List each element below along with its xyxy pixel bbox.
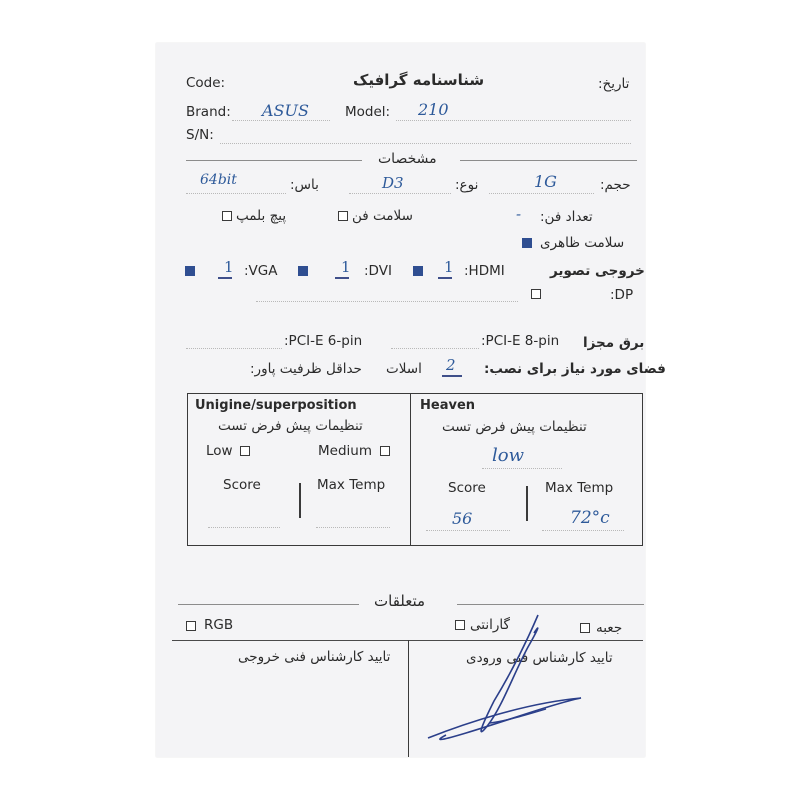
install-space-underline [442,375,462,377]
install-space-label: فضای مورد نیاز برای نصب: [484,361,666,377]
unigine-score-divider [299,483,301,518]
pcie6-line [186,348,282,349]
screw-label: پیچ بلمپ [236,208,287,224]
model-label: Model: [345,104,391,120]
fan-health-label: سلامت فن [352,208,413,224]
unigine-maxtemp-label: Max Temp [317,477,386,493]
date-label: تاریخ: [598,76,630,92]
unigine-score-line [208,527,280,528]
heaven-score-label: Score [448,480,486,496]
accessories-divider-left [178,604,359,605]
code-label: Code: [186,75,226,91]
heaven-score-line [426,530,510,531]
appearance-checkbox[interactable] [522,238,532,248]
heaven-preset-value: low [492,445,525,466]
power-label: برق مجزا [583,335,645,351]
box-label: جعبه [596,620,623,636]
fan-count-label: تعداد فن: [540,209,593,225]
vga-underline [218,277,232,279]
heaven-score-divider [526,486,528,521]
heaven-title: Heaven [420,398,476,413]
brand-label: Brand: [186,104,231,120]
specs-divider-left [186,160,362,161]
bus-label: باس: [290,177,319,193]
unigine-low-checkbox[interactable] [240,446,250,456]
signature [406,603,606,753]
unigine-score-label: Score [223,477,261,493]
unigine-medium-label: Medium [318,443,372,459]
vga-checkbox[interactable] [185,266,195,276]
bus-line [186,193,286,194]
outputs-label: خروجی تصویر [550,263,645,279]
outputs-line [256,301,518,302]
heaven-score-value: 56 [452,509,473,528]
graphics-card-form [156,43,666,757]
sn-label: S/N: [186,127,214,143]
heaven-maxtemp-label: Max Temp [545,480,614,496]
exit-approval-label: تایید کارشناس فنی خروجی [238,649,391,665]
volume-value: 1G [534,172,557,191]
vga-value: 1 [224,258,234,276]
entry-approval-label: تایید کارشناس فنی ورودی [466,650,613,666]
heaven-maxtemp-value: 72°c [570,508,610,528]
pcie8-line [391,348,479,349]
type-value: D3 [382,174,404,192]
heaven-preset-label: تنظیمات پیش فرض تست [442,419,587,435]
specs-divider-right [460,160,637,161]
bus-value: 64bit [200,172,237,188]
unigine-low-label: Low [206,443,233,459]
appearance-label: سلامت ظاهری [540,235,625,251]
model-line [396,120,631,121]
volume-label: حجم: [600,177,631,193]
dvi-value: 1 [341,258,351,276]
model-value: 210 [418,100,449,119]
rgb-checkbox[interactable] [186,621,196,631]
hdmi-value: 1 [444,258,454,276]
specs-title: مشخصات [378,151,437,167]
sn-line [220,143,631,144]
page-title: شناسنامه گرافیک [353,71,485,89]
heaven-maxtemp-line [542,530,624,531]
hdmi-label: :HDMI [464,263,505,279]
pcie6-label: :PCI-E 6-pin [284,333,363,349]
hdmi-underline [438,277,452,279]
unigine-title: Unigine/superposition [195,398,357,413]
dp-label: :DP [610,287,634,303]
unigine-preset-label: تنظیمات پیش فرض تست [218,418,363,434]
dvi-underline [335,277,349,279]
warranty-label: گارانتی [470,617,510,633]
pcie8-label: :PCI-E 8-pin [481,333,560,349]
vga-label: :VGA [244,263,278,279]
screw-checkbox[interactable] [222,211,232,221]
fan-count-value: - [516,205,522,223]
brand-value: ASUS [262,101,309,120]
unigine-maxtemp-line [316,527,390,528]
type-label: نوع: [455,177,479,193]
accessories-title: متعلقات [374,592,426,610]
fan-health-checkbox[interactable] [338,211,348,221]
heaven-preset-line [482,468,562,469]
install-space-value: 2 [446,356,456,374]
tests-divider [410,393,411,546]
rgb-label: RGB [204,617,234,633]
type-line [349,193,451,194]
volume-line [489,193,594,194]
dvi-checkbox[interactable] [298,266,308,276]
dp-checkbox[interactable] [531,289,541,299]
dvi-label: :DVI [364,263,392,279]
min-power-label: حداقل ظرفیت پاور: [250,361,362,377]
slot-label: اسلات [386,361,422,377]
brand-line [232,120,330,121]
unigine-medium-checkbox[interactable] [380,446,390,456]
hdmi-checkbox[interactable] [413,266,423,276]
